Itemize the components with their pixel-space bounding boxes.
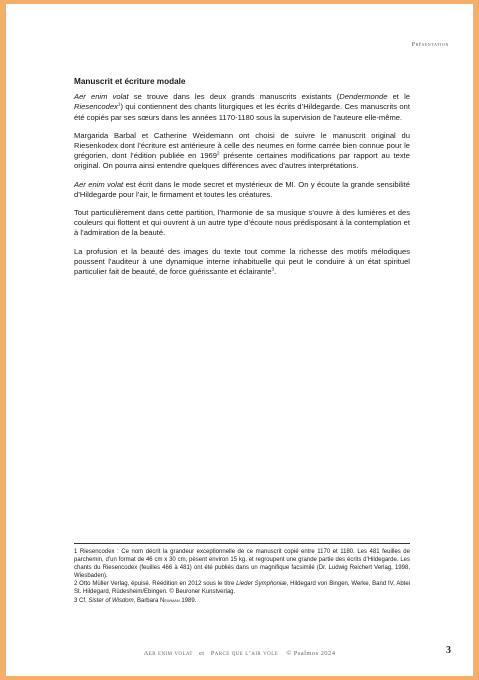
footnote-2 (74, 580, 410, 596)
footer-title-2: Parce que l’air vole (210, 650, 279, 657)
text-run: La profusion et la beauté des images du texte tout comme la richesse des motifs mélodiques poussent l’auditeur à une dynamique interne inhabituelle qui peut le conduire à un état spirituel particulier fait de beauté, de force guérissante et éclairante (74, 246, 410, 277)
paragraph-3 (74, 180, 410, 200)
manuscript-name: Riesencodex (74, 102, 118, 112)
text-run: , Hildegard von Bingen, Werke, Band IV, Abtei St. Hildegard, Rüdesheim/Ebingen. © Beuroner Kunstverlag. (74, 581, 410, 596)
text-run: 1989. (179, 597, 197, 604)
text-run: . (274, 267, 277, 277)
footer-et: et (198, 650, 205, 657)
paragraph-2 (74, 131, 410, 172)
text-run: présente certaines modifications par rapport au texte original. On pourra ainsi entendre quelques différences avec d’autres interprétations. (74, 151, 410, 171)
footnote-ref-3[interactable]: 3 (271, 266, 275, 272)
manuscript-name: Dendermonde (339, 92, 388, 102)
paragraph-5 (74, 247, 410, 278)
book-title: Lieder Symphoniæ (236, 581, 287, 588)
footnote-1: 1 Riesencodex : Ce nom décrit la grandeur exceptionnelle de ce manuscrit copié entre 1170 et 1180. Les 481 feuilles de parchemin, d’un format de 46 cm x 30 cm, pèsent environ 15 kg, et regroupent une grande partie des écrits d’Hildegarde. Les chants du Riesencodex (feuilles 466 à 481) ont été publiés dans un magnifique facsimilé (Dr. Ludwig Reichert Verlag, 1998, Wiesbaden). (74, 549, 410, 580)
text-run: est écrit dans le mode secret et mystérieux de MI. On y écoute la grande sensibilité d’Hildegarde pour l’air, le firmament et toutes les créatures. (74, 179, 410, 199)
footnote-ref-2[interactable]: 2 (217, 150, 220, 156)
text-run: 2 Otto Müller Verlag, épuisé. Réédition en 2012 sous le titre (74, 581, 237, 588)
paragraph-4: Tout particulièrement dans cette partition, l’harmonie de sa musique s’ouvre à des lumières et des couleurs qui flottent et qui ouvrent à un autre type d’écoute nous prédisposant à la contemplation et à l’admiration de la beauté. (74, 208, 410, 238)
page-number: 3 (446, 645, 451, 656)
footnote-ref-1[interactable]: 1 (117, 101, 121, 107)
work-title: Aer enim volat (74, 92, 129, 102)
work-title: Aer enim volat (74, 179, 124, 189)
text-run: Margarida Barbal et Catherine Weidemann ont choisi de suivre le manuscrit original du Riesenkodex dont l’écriture est antérieure à celle des neumes en forme carrée bien connue pour le grégorien, dont l’édition publiée en 1969 (74, 130, 410, 161)
text-run: et le (387, 92, 410, 102)
footer-title-1: Aer enim volat (143, 650, 193, 657)
running-head: Présentation (411, 41, 449, 48)
page (6, 4, 473, 676)
book-title: Sister of Wisdom (88, 597, 134, 604)
main-text (74, 77, 410, 285)
text-run: , Barbara (133, 597, 160, 604)
footnote-3 (74, 597, 410, 605)
paragraph-1 (74, 92, 410, 123)
text-run: se trouve dans les deux grands manuscrits existants ( (128, 92, 340, 102)
footer-copyright: © Psalmos 2024 (286, 650, 336, 657)
section-heading: Manuscrit et écriture modale (74, 77, 186, 86)
text-run: 3 Cf. (74, 597, 89, 604)
page-footer (6, 650, 473, 657)
text-run: ) qui contiennent des chants liturgiques et les écrits d’Hildegarde. Ces manuscrits ont été copiés par ses sœurs dans les années 1170-1180 sous la supervision de l’auteure elle-même. (74, 102, 410, 122)
footnotes (74, 543, 410, 605)
author-name: Newman (160, 597, 180, 604)
